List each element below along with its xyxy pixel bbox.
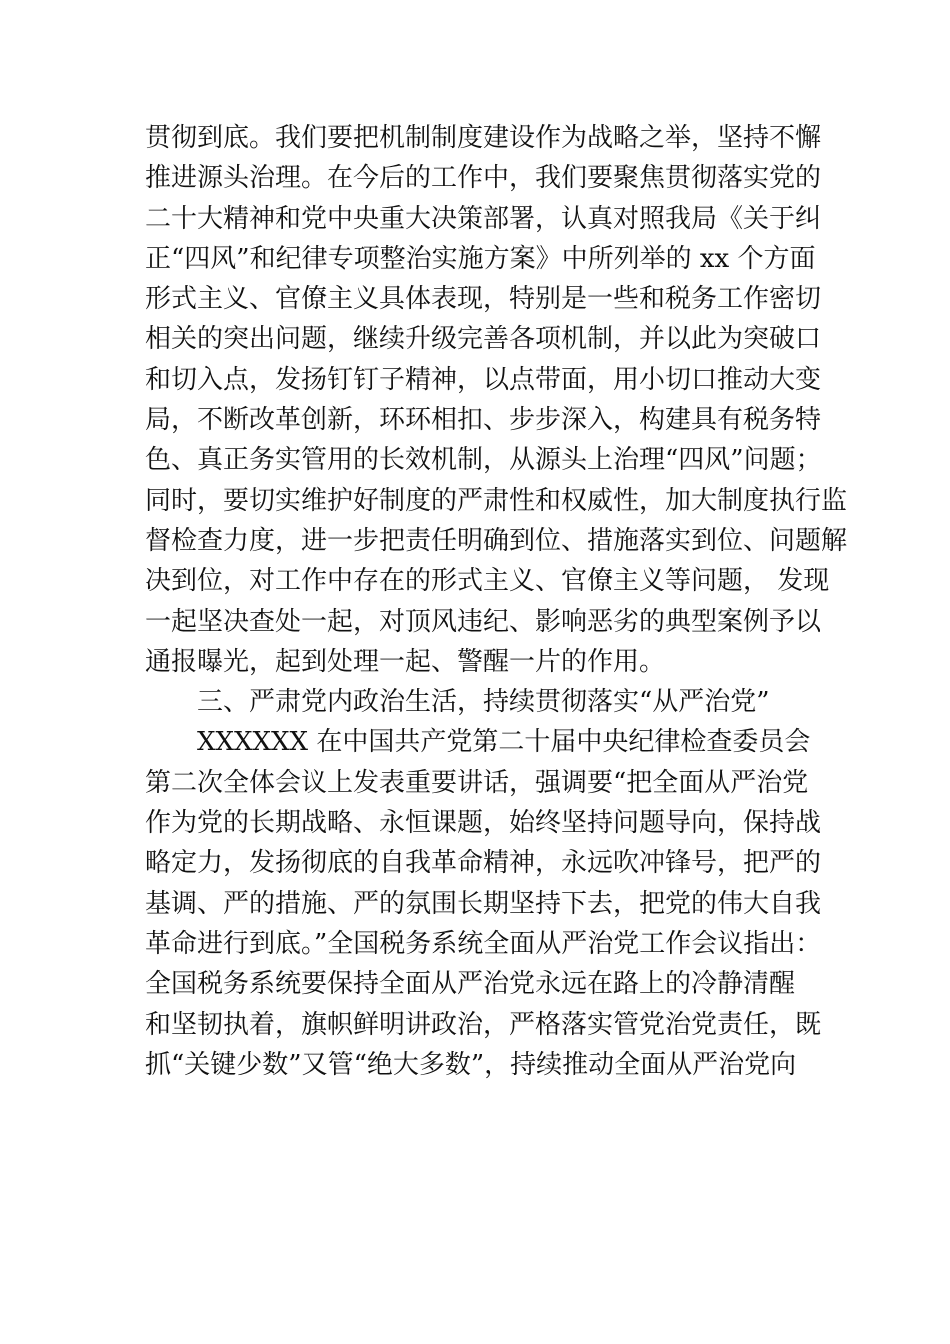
paragraph-line: 二十大精神和党中央重大决策部署，认真对照我局《关于纠	[145, 203, 822, 234]
paragraph-line: 和坚韧执着，旗帜鲜明讲政治，严格落实管党治党责任，既	[145, 1009, 822, 1040]
section-heading: 三、严肃党内政治生活，持续贯彻落实“从严治党”	[197, 687, 770, 718]
paragraph-line: 基调、严的措施、严的氛围长期坚持下去，把党的伟大自我	[145, 888, 822, 919]
paragraph-line: 督检查力度，进一步把责任明确到位、措施落实到位、问题解	[145, 525, 848, 556]
paragraph-line: 第二次全体会议上发表重要讲话，强调要“把全面从严治党	[145, 767, 809, 798]
paragraph-line: 作为党的长期战略、永恒课题，始终坚持问题导向，保持战	[145, 808, 822, 839]
paragraph-line: 贯彻到底。我们要把机制制度建设作为战略之举，坚持不懈	[145, 123, 822, 153]
paragraph-line: 同时，要切实维护好制度的严肃性和权威性，加大制度执行监	[145, 485, 848, 516]
paragraph-line: 和切入点，发扬钉钉子精神，以点带面，用小切口推动大变	[145, 364, 822, 395]
paragraph-line: 革命进行到底。”全国税务系统全面从严治党工作会议指出：	[145, 928, 822, 959]
paragraph-line: 形式主义、官僚主义具体表现，特别是一些和税务工作密切	[145, 284, 822, 315]
paragraph-line: 略定力，发扬彻底的自我革命精神，永远吹冲锋号，把严的	[145, 848, 822, 879]
paragraph-line: 通报曝光，起到处理一起、警醒一片的作用。	[145, 646, 666, 677]
paragraph-line: 推进源头治理。在今后的工作中，我们要聚焦贯彻落实党的	[145, 163, 822, 194]
paragraph-line: 色、真正务实管用的长效机制，从源头上治理“四风”问题；	[145, 445, 822, 476]
paragraph-line: 一起坚决查处一起，对顶风违纪、影响恶劣的典型案例予以	[145, 606, 822, 637]
paragraph-line: 全国税务系统要保持全面从严治党永远在路上的冷静清醒	[145, 969, 796, 1000]
paragraph-line: XXXXXX 在中国共产党第二十届中央纪律检查委员会	[197, 727, 811, 758]
paragraph-line: 决到位，对工作中存在的形式主义、官僚主义等问题， 发现	[145, 566, 830, 597]
document-body	[145, 118, 848, 1085]
paragraph-line: 正“四风”和纪律专项整治实施方案》中所列举的 xx 个方面	[145, 243, 816, 274]
paragraph-line: 抓“关键少数”又管“绝大多数”，持续推动全面从严治党向	[145, 1049, 797, 1080]
paragraph-line: 相关的突出问题，继续升级完善各项机制，并以此为突破口	[145, 324, 822, 355]
paragraph-line: 局，不断改革创新，环环相扣、步步深入，构建具有税务特	[145, 405, 822, 436]
